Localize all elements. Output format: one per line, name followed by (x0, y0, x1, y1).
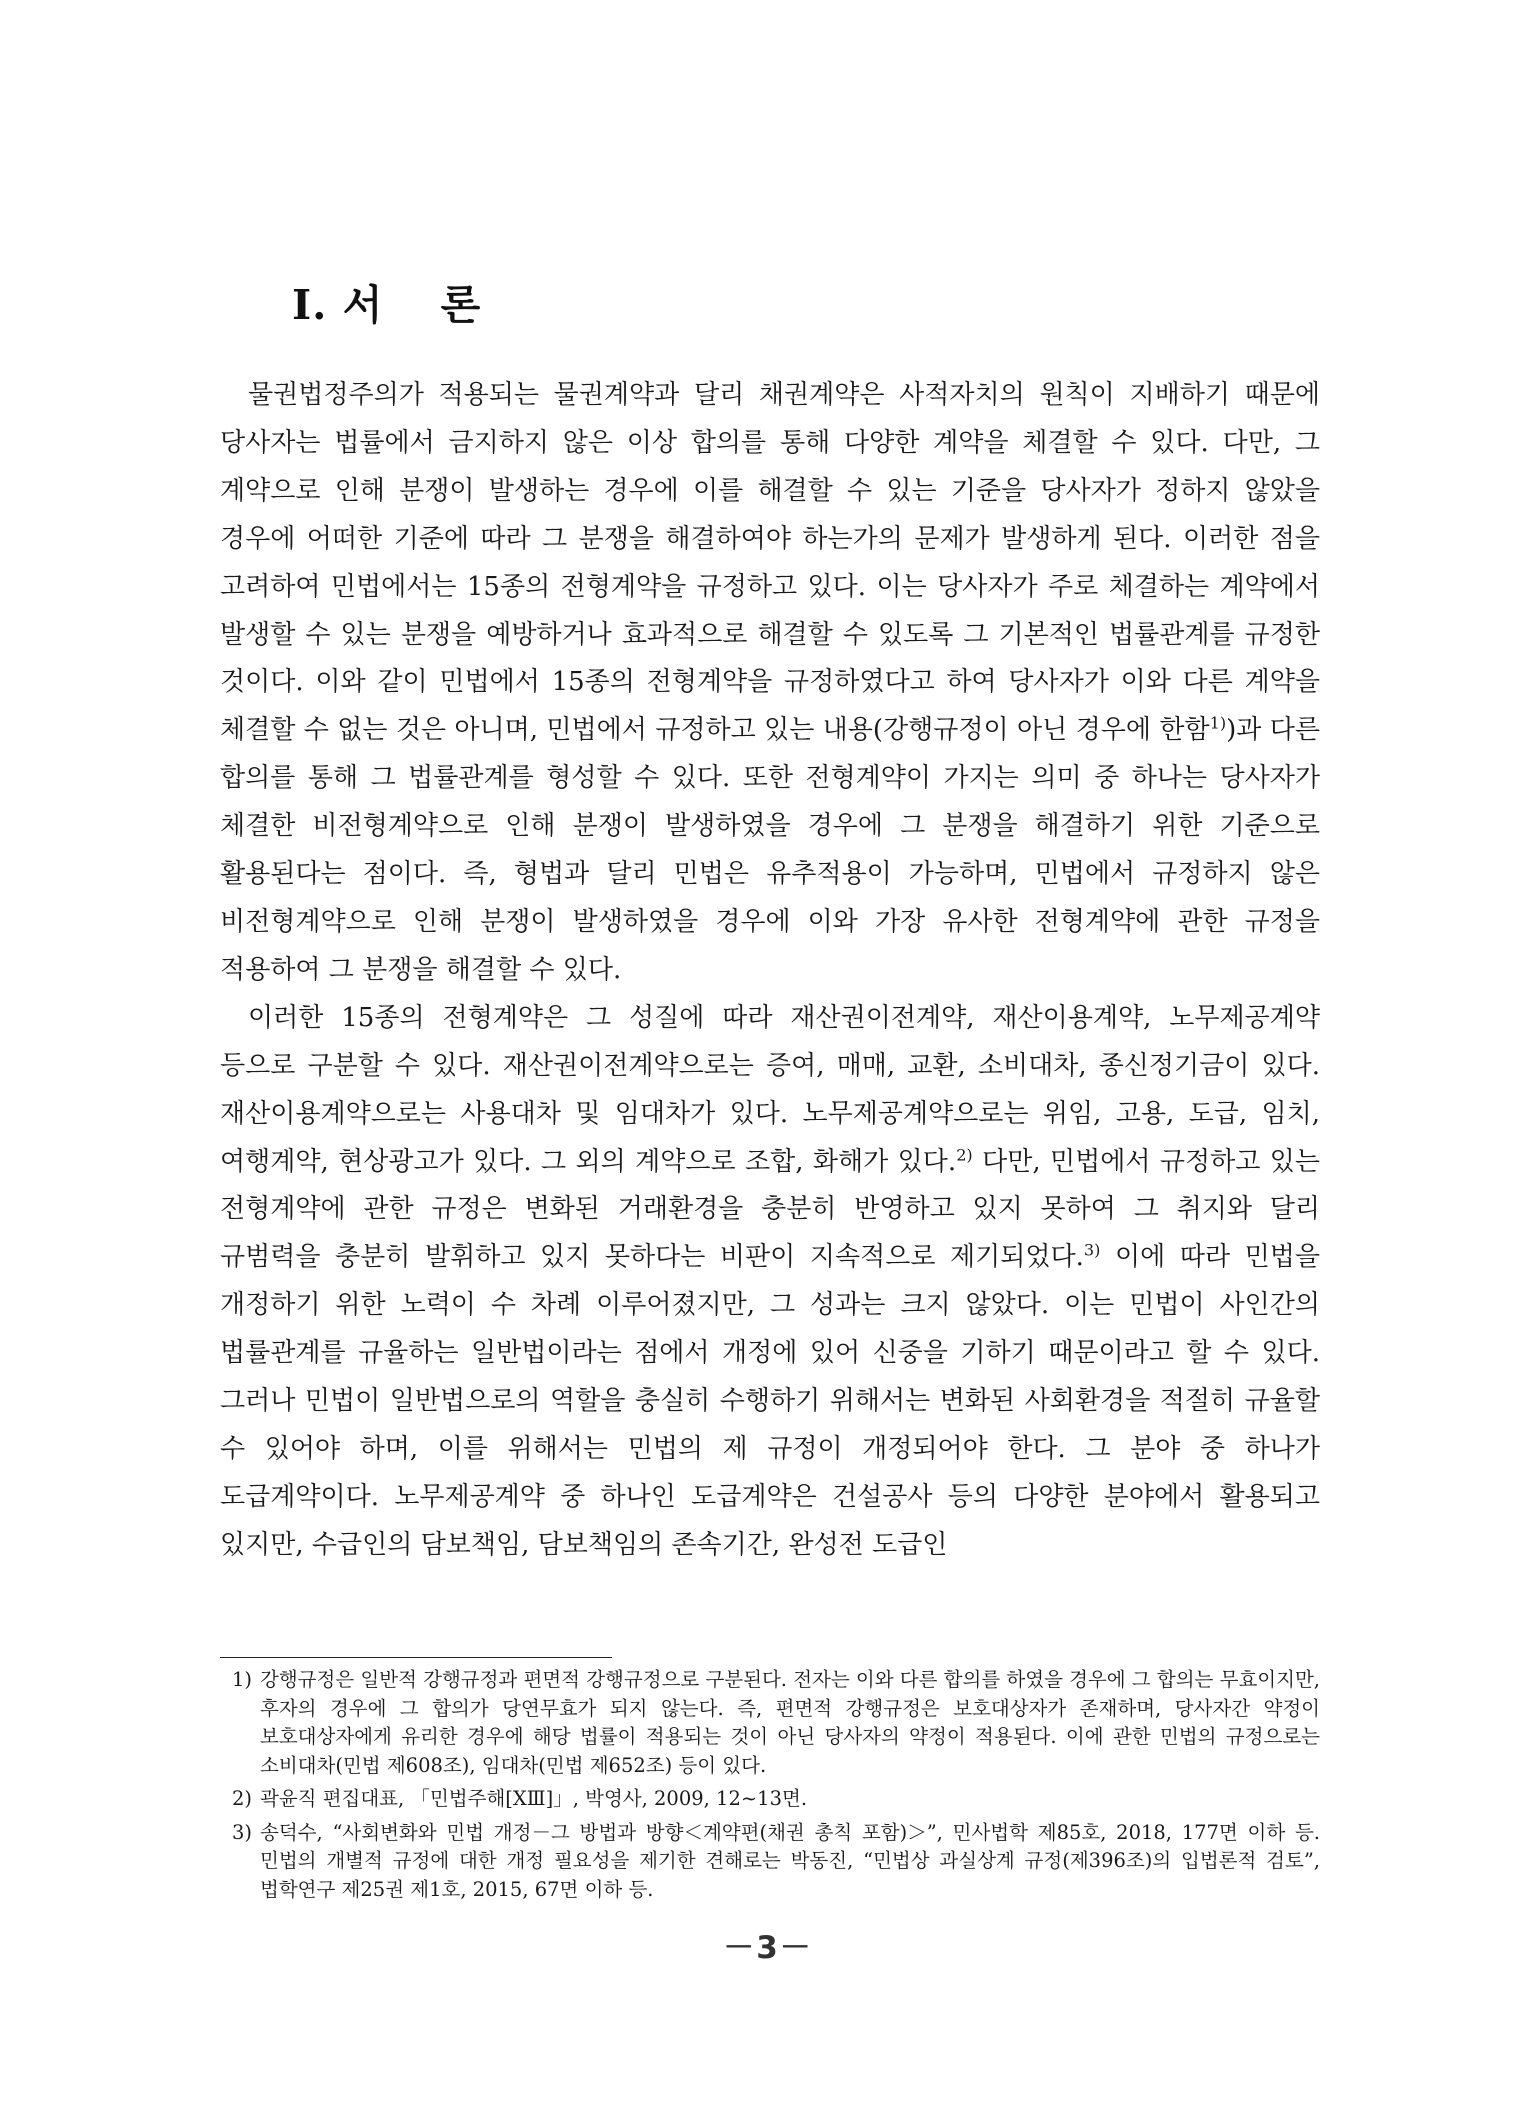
footnote-number: 3) (232, 1820, 253, 1844)
section-numeral: Ⅰ. (292, 281, 328, 329)
footnote-ref[interactable]: 2) (956, 1144, 973, 1164)
footnote-divider (220, 1657, 612, 1658)
body-paragraph (220, 372, 1320, 995)
footnote-ref[interactable]: 1) (1209, 713, 1227, 733)
section-title: 서 론 (342, 281, 503, 329)
footnote-item (220, 1785, 1320, 1814)
text-run: 이러한 15종의 전형계약은 그 성질에 따라 재산권이전계약, 재산이용계약, 노무제공계약 등으로 구분할 수 있다. 재산권이전계약으로는 증여, 매매, 교환, 소비대차, 종신정기금이 있다. 재산이용계약으로는 사용대차 및 임대차가 있다. 노무제공계약으로는 위임, 고용, 도급, 임치, 여행계약, 현상광고가 있다. 그 외의 계약으로 조합, 화해가 있다. (220, 1002, 1320, 1177)
body-text (220, 372, 1320, 1570)
footnotes-list (220, 1666, 1320, 1909)
text-run: 물권법정주의가 적용되는 물권계약과 달리 채권계약은 사적자치의 원칙이 지배하기 때문에 당사자는 법률에서 금지하지 않은 이상 합의를 통해 다양한 계약을 체결할 수 있다. 다만, 그 계약으로 인해 분쟁이 발생하는 경우에 이를 해결할 수 있는 기준을 당사자가 정하지 않았을 경우에 어떠한 기준에 따라 그 분쟁을 해결하여야 하는가의 문제가 발생하게 된다. 이러한 점을 고려하여 민법에서는 15종의 전형계약을 규정하고 있다. 이는 당사자가 주로 체결하는 계약에서 발생할 수 있는 분쟁을 예방하거나 효과적으로 해결할 수 있도록 그 기본적인 법률관계를 규정한 것이다. 이와 같이 민법에서 15종의 전형계약을 규정하였다고 하여 당사자가 이와 다른 계약을 체결할 수 없는 것은 아니며, 민법에서 규정하고 있는 내용(강행규정이 아닌 경우에 한함 (220, 380, 1320, 746)
footnote-number: 1) (232, 1668, 253, 1691)
footnote-ref[interactable]: 3) (1083, 1240, 1101, 1260)
section-heading (292, 272, 502, 331)
footnote-text: 송덕수, “사회변화와 민법 개정－그 방법과 방향＜계약편(채권 총칙 포함)＞”, 민사법학 제85호, 2018, 177면 이하 등. 민법의 개별적 규정에 대한 개정 필요성을 제기한 견해로는 박동진, “민법상 과실상계 규정(제396조)의 입법론적 검토”, 법학연구 제25권 제1호, 2015, 67면 이하 등. (260, 1820, 1320, 1901)
footnote-item (220, 1666, 1320, 1780)
footnote-text: 곽윤직 편집대표, 「민법주해[ⅩⅢ]」, 박영사, 2009, 12∼13면. (260, 1787, 808, 1810)
page-number: －3－ (723, 1930, 813, 1966)
footnote-number: 2) (232, 1787, 253, 1810)
text-run: 다만, 민법에서 규정하고 있는 전형계약에 관한 규정은 변화된 거래환경을 충분히 반영하고 있지 못하여 그 취지와 달리 규범력을 충분히 발휘하고 있지 못하다는 비판이 지속적으로 제기되었다. (220, 1146, 1321, 1273)
text-run: )과 다른 합의를 통해 그 법률관계를 형성할 수 있다. 또한 전형계약이 가지는 의미 중 하나는 당사자가 체결한 비전형계약으로 인해 분쟁이 발생하였을 경우에 그 분쟁을 해결하기 위한 기준으로 활용된다는 점이다. 즉, 형법과 달리 민법은 유추적용이 가능하며, 민법에서 규정하지 않은 비전형계약으로 인해 분쟁이 발생하였을 경우에 이와 가장 유사한 전형계약에 관한 규정을 적용하여 그 분쟁을 해결할 수 있다. (220, 715, 1320, 985)
text-run: 이에 따라 민법을 개정하기 위한 노력이 수 차례 이루어졌지만, 그 성과는 크지 않았다. 이는 민법이 사인간의 법률관계를 규율하는 일반법이라는 점에서 개정에 있어 신중을 기하기 때문이라고 할 수 있다. 그러나 민법이 일반법으로의 역할을 충실히 수행하기 위해서는 변화된 사회환경을 적절히 규율할 수 있어야 하며, 이를 위해서는 민법의 제 규정이 개정되어야 한다. 그 분야 중 하나가 도급계약이다. 노무제공계약 중 하나인 도급계약은 건설공사 등의 다양한 분야에서 활용되고 있지만, 수급인의 담보책임, 담보책임의 존속기간, 완성전 도급인 (220, 1242, 1320, 1560)
footnote-text: 강행규정은 일반적 강행규정과 편면적 강행규정으로 구분된다. 전자는 이와 다른 합의를 하였을 경우에 그 합의는 무효이지만, 후자의 경우에 그 합의가 당연무효가 되지 않는다. 즉, 편면적 강행규정은 보호대상자가 존재하며, 당사자간 약정이 보호대상자에게 유리한 경우에 해당 법률이 적용되는 것이 아닌 당사자의 약정이 적용된다. 이에 관한 민법의 규정으로는 소비대차(민법 제608조), 임대차(민법 제652조) 등이 있다. (260, 1668, 1320, 1777)
body-paragraph (220, 995, 1320, 1570)
footnote-item (220, 1819, 1320, 1905)
